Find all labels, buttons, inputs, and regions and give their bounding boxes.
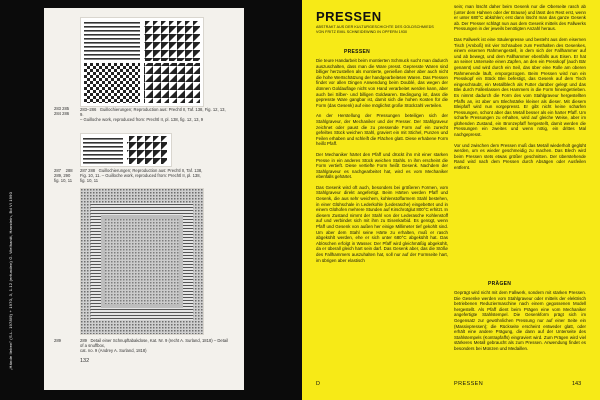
col2-paragraph-1: sein; man löscht daher beim Gesenk nur die Oberseite rasch ab (unter dem Hahnen oder der Brause) und lässt den Rest erst, wenn er unter 680°C abkühlen; erst dann löscht man das ganze Gesenk ab. Der Presser schlägt nun aus dem Gesenk mittels des Fallwerks Pressungen in der jeweils benötigten Anzahl heraus. — [454, 4, 586, 32]
text-column-2b — [454, 290, 586, 357]
guilloche-plate-top — [80, 17, 204, 107]
col2-paragraph-2: Das Fallwerk ist eine Säulenpresse und besteht aus dem eisernen Tisch (Amboß) mit vier Schrauben zum Festhalten des Gesenkes, einem eisernen Rahmengestell, in dem sich der Fallhammer auf und ab bewegt, und dem Fallhammer ebenfalls aus Eisen. Er hat an seiner Unterseite einen Zapfen, an den ein Presskopf (auch Bär genannt) und wird durch ein Seil, das über eine Rolle am oberen Rahmenende läuft, emporgezogen. Beim Pressen wird nun ein Presskopf ein Stück Blei befestigt, das Gesenk auf dem Tisch eingeschraubt, ein Metallblech als Futter darüber gelegt und das Blei durch Fallenlassen des Hammers in die Form hineingetrieben. Es nimmt dadurch die Form des vom Stahlgraveur hergestellten Pfaffs an, ist aber um Blechstärke kleiner als dieser. Mit diesem Bleipfaff wird nun vorgepresst. Er gibt nicht keine scharfen Pressungen, schont aber das Metall besser als ein harter Pfaff. Um scharfe Pressungen zu erhalten, wird auf gleiche Weise, aber im glühenden Zustand, ein Bronzepfaff hergestellt, damit werden die Pressungen ein zweites und wenn nötig, ein drittes Mal nachgepresst. — [454, 36, 586, 138]
guilloche-swatch-image — [81, 134, 171, 166]
guilloche-pattern-image — [81, 18, 203, 106]
left-page — [44, 8, 244, 390]
right-page-number: 143 — [572, 381, 582, 387]
figure-caption-bottom: 289 Detail einer Schnupftabakdose, Kat. Nr. 9 (recht A. Surland, 1818) – Detail of a snuffbox, cat. no. 9 (Andrey A. Surland, 1818) — [80, 338, 229, 354]
subheading-praegen: PRÄGEN — [488, 281, 512, 287]
right-page — [302, 0, 600, 400]
text-column-1 — [316, 58, 448, 268]
section-kicker: ABSTRAKT AUS DER KULTURGESCHICHTE DES GOLDSCHMIEDS VON FRITZ EMIL SCHNEIDEWIND IN OPFERN 1930 — [316, 25, 434, 34]
figure-numbers-top: 283 285 284 286 — [54, 106, 70, 116]
spine-text: „Hände lieben" (S.L. 1978/9) + 1970, 3, 1.12 (erfunden) G. Welhardt, Hanstein, Bd Vl 1990 — [8, 191, 13, 370]
section-title: PRESSEN — [316, 9, 382, 24]
col1-paragraph-1: Die teure Handarbeit beim montierten Schmuck sucht man dadurch auszuschalten, dass man die Ware presst. Gepresste Waren sind billiger herzustellen als montierte, genießen daher aber auch nicht die hohe Wertschätzung der handgearbeiteten Waren. Das Pressen findet vor allen Dingen Anwendung beim Doublé, das wegen der dünnen Goldauflage nicht von Hand verarbeitet werden kann, aber auch bei Silber- und billigen Goldwaren. Bedingung ist, dass die gepresste Ware gangbar ist, damit sich die hohen Kosten für die Form (das Gesenk) auf eine möglichst große Stückzahl verteilen. — [316, 58, 448, 108]
figure-caption-top: 283–286 Guillochierungen; Reproduction aus: Prechtl II, Taf. 138, Fig. 12, 13, 9. – Guilloche work, reproduced from: Prechtl II, pl. 138, fig. 12, 13, 9 — [80, 107, 226, 123]
snuffbox-detail-image — [81, 189, 203, 334]
footer-title: PRESSEN — [454, 381, 484, 387]
text-column-2 — [454, 4, 586, 176]
col1-paragraph-3: Der Mechaniker härtet den Pfaff und drückt ihn mit einer starken Presse in ein anderes Stück weichen Stahls. In ihm erscheint die Form vertieft. Diese vertiefte Form heißt Gesenk. Nachdem der Stahlgraveur es nachgearbeitet hat, wird es vom Mechaniker ebenfalls gehärtet. — [316, 151, 448, 180]
col1-paragraph-2: An der Herstellung der Pressungen beteiligen sich der Stahlgraveur, der Mechaniker und der Presser. Der Stahlgraveur zeichnet oder paust die zu pressende Form auf ein zurecht gefeiltes Stück weichen Stahl, graviert ein mit Stichel, Punzen und Feilen erhaben und schleift die Flächen glatt. Diese erhabene Form heißt Pfaff. — [316, 113, 448, 147]
col2b-paragraph-1: Geprägt wird nicht mit dem Fallwerk, sondern mit starken Pressen. Die Gesenke werden vom Stahlgraveur oder mittels der elektrisch betriebenen Reduziermaschine nach einem gegossenen Modell hergestellt. Als Pfaff dient beim Prägen eine vom Mechaniker angefertigte Stahlstempel. Die Gesenkform prägt sich im Gegensatz zur gewöhnlichen Pressung nur auf einer Seite ein (Massivpressen); die Rückseite erscheint entweder glatt, oder erhält eine andere Prägung, die dann auf der Unterseite des Stahlstempels (Kontrapfaffs) eingraviert wird. Zum Prägen wird viel stärkeres Metall gebraucht als zum Pressen. Anwendung findet es besonders bei Münzen und Medaillen. — [454, 290, 586, 351]
figure-numbers-bottom: 289 — [54, 338, 61, 343]
snuffbox-photo — [80, 188, 204, 335]
figure-numbers-middle: 287 288 289, 290 fig. 10, 11 — [54, 168, 73, 183]
subheading-pressen: PRESSEN — [344, 49, 370, 55]
footer-marker: D — [316, 381, 320, 387]
col1-paragraph-4: Das Gesenk wird oft auch, besonders bei größeren Formen, vom Stahlgraveur direkt angefertigt. Beim Härten werden Pfaff und Gesenk, die aus sehr weichem, kohlenstoffarmem Stahl bestehen, in einer Glühschale in Lederkohle (Lederasche) eingebettet und in einem Glühofen mehrere Stunden auf Kirschrotglut 800°C erhitzt. In diesem Zustand nimmt der Stahl von der Lederasche Kohlenstoff auf und verbindet sich mit ihm zu Eisenkarbid. Es genügt, wenn Pfaff und Gesenk von außen her einige Millimeter tief gekohlt sind. Um aber dem Stahl seine Härte zu erhalten, muß er rasch abgekühlt werden, ehe er sich unter 680°C abgekühlt hat. Das Ablöschen erfolgt in Wasser. Der Pfaff wird gleichmäßig abgekühlt, da er überall gleich hart sein darf. Das Gesenk aber, das die Stöße des Fallhammers auszuhalten hat, soll nur auf der Formseite hart, im übrigen aber elastisch — [316, 184, 448, 263]
left-page-number: 132 — [80, 358, 90, 364]
col2-paragraph-3: Vor und zwischen dem Pressen muß das Metall wiederholt geglüht werden, um es wieder geschmeidig zu machen. Das Blech wird beim Pressen stets etwas größer geschnitten. Der überstehende Rand wird nach dem Pressen durch Absägen oder Ausfeilen entfernt. — [454, 142, 586, 171]
guilloche-plate-middle — [80, 133, 172, 167]
figure-caption-middle: 287 288 Guillochierungen; Reproduction aus: Prechtl II, Taf. 138, Fig. 10, 11. – Guilloche work, reproduced from: Prechtl II, pl. 138, fig. 10, 11 — [80, 168, 203, 184]
